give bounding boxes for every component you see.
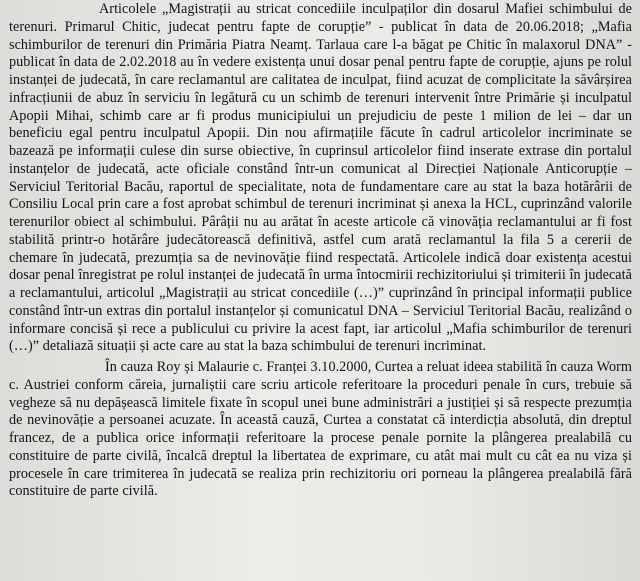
- paragraph-articles-analysis: Articolele „Magistrații au stricat concediile inculpaților din dosarul Mafiei schimbului de terenuri. Primarul Chitic, judecat pentru fapte de corupție” - publicat în data de 20.06.2018; „Mafia schimburilor de terenuri din Primăria Piatra Neamț. Tarlaua care l-a băgat pe Chitic în malaxorul DNA” - publicat în data de 2.02.2018 au în vedere existența unui dosar penal pentru fapte de corupție, ajuns pe rolul instanței de judecată, în care reclamantul are calitatea de inculpat, fiind acuzat de complicitate la săvârșirea infracțiunii de abuz în serviciu în legătură cu un schimb de terenuri intervenit între Primărie și inculpatul Apopii Mihai, schimb care ar fi produs municipiului un prejudiciu de peste 1 milion de lei – dar un beneficiu egal pentru inculpatul Apopii. Din nou afirmațiile făcute în cadrul articolelor incriminate se bazează pe informații culese din surse obiective, în cuprinsul articolelor fiind inserate extrase din portalul instanțelor de judecată, acte oficiale constând într-un comunicat al Direcției Naționale Anticorupție – Serviciul Teritorial Bacău, raportul de specialitate, nota de fundamentare care au stat la baza hotărârii de Consiliu Local prin care a fost aprobat schimbul de terenuri incriminat și anexa la HCL, cuprinzând valorile terenurilor obiect al schimbului. Pârâții nu au arătat în aceste articole că vinovăția reclamantului ar fi fost stabilită printr-o hotărâre judecătorească definitivă, astfel cum arată reclamantul la fila 5 a cererii de chemare în judecată, prezumția sa de nevinovăție fiind respectată. Articolele indică doar existența acestui dosar penal înregistrat pe rolul instanței de judecată în urma întocmirii rechizitoriului și trimiterii în judecată a reclamantului, articolul „Magistrații au stricat concediile (…)” cuprinzând în principal informații publice constând într-un extras din portalul instanțelor și comunicatul DNA – Serviciul Teritorial Bacău, realizând o informare concisă și rece a publicului cu privire la acest fapt, iar articolul „Mafia schimburilor de terenuri (…)” detaliază situații și acte care au stat la baza schimbului de terenuri incriminat.: [9, 1, 632, 355]
- paragraph-roy-malaurie-case: În cauza Roy și Malaurie c. Franței 3.10.2000, Curtea a reluat ideea stabilită în cauza Worm c. Austriei conform căreia, jurnaliștii care scriu articole referitoare la proceduri penale în curs, trebuie să vegheze să nu depășească limitele fixate în scopul unei bune administrări a justiției și să respecte prezumția de nevinovăție a persoanei acuzate. În această cauză, Curtea a constatat că interdicția absolută, din dreptul francez, de a publica orice informații referitoare la procese penale pornite la plângerea prealabilă cu constituire de parte civilă, încalcă dreptul la libertatea de exprimare, cu atât mai mult cu cât ea nu viza și procesele în care trimiterea în judecată se realiza prin rechizitoriu ori porneau la plângerea prealabilă fără constituire de parte civilă.: [9, 359, 632, 500]
